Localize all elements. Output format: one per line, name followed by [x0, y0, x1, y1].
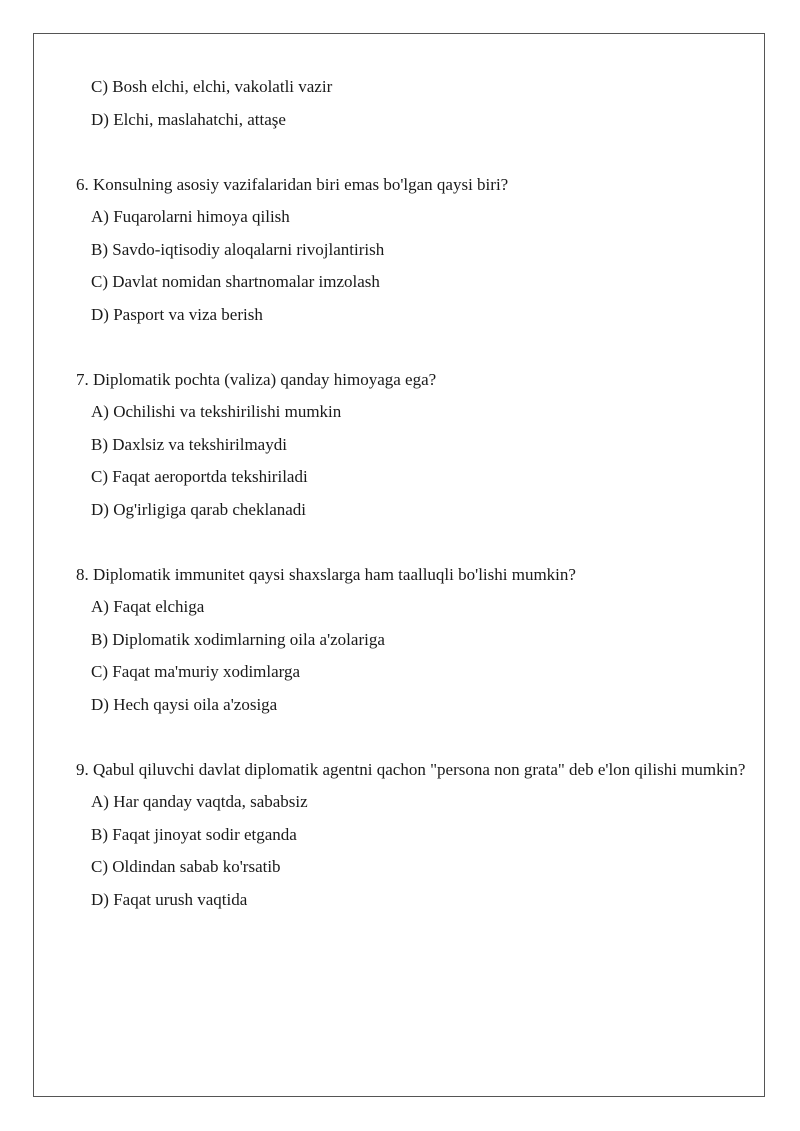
option-c: C) Bosh elchi, elchi, vakolatli vazir: [91, 77, 333, 96]
option-a: A) Har qanday vaqtda, sababsiz: [91, 792, 308, 811]
document-content: [76, 71, 746, 916]
option-c: C) Davlat nomidan shartnomalar imzolash: [91, 272, 380, 291]
option-d: D) Faqat urush vaqtida: [91, 889, 248, 909]
option-c: C) Faqat ma'muriy xodimlarga: [91, 662, 301, 681]
option-a: A) Ochilishi va tekshirilishi mumkin: [91, 402, 342, 421]
continued-options: [76, 71, 746, 136]
option-d: D) Hech qaysi oila a'zosiga: [91, 694, 278, 714]
option-b: B) Daxlsiz va tekshirilmaydi: [91, 434, 287, 454]
option-b: B) Diplomatik xodimlarning oila a'zolariga: [91, 629, 385, 649]
option-c: C) Faqat aeroportda tekshiriladi: [91, 467, 308, 486]
option-b: B) Savdo-iqtisodiy aloqalarni rivojlantirish: [91, 239, 385, 259]
option-a: A) Faqat elchiga: [91, 597, 205, 616]
question-text: 7. Diplomatik pochta (valiza) qanday himoyaga ega?: [76, 369, 437, 389]
option-b: B) Faqat jinoyat sodir etganda: [91, 824, 297, 844]
question-6: [76, 169, 746, 332]
question-text: 8. Diplomatik immunitet qaysi shaxslarga ham taalluqli bo'lishi mumkin?: [76, 564, 576, 584]
question-8: [76, 559, 746, 722]
question-text: 6. Konsulning asosiy vazifalaridan biri emas bo'lgan qaysi biri?: [76, 174, 509, 194]
question-7: [76, 364, 746, 527]
page-frame: [33, 33, 765, 1097]
option-a: A) Fuqarolarni himoya qilish: [91, 207, 290, 226]
question-9: [76, 754, 746, 917]
option-d: D) Elchi, maslahatchi, attaşe: [91, 109, 286, 129]
question-text: 9. Qabul qiluvchi davlat diplomatik agentni qachon "persona non grata" deb e'lon qilishi mumkin?: [76, 759, 746, 779]
option-d: D) Og'irligiga qarab cheklanadi: [91, 499, 307, 519]
option-c: C) Oldindan sabab ko'rsatib: [91, 857, 281, 876]
option-d: D) Pasport va viza berish: [91, 304, 263, 324]
